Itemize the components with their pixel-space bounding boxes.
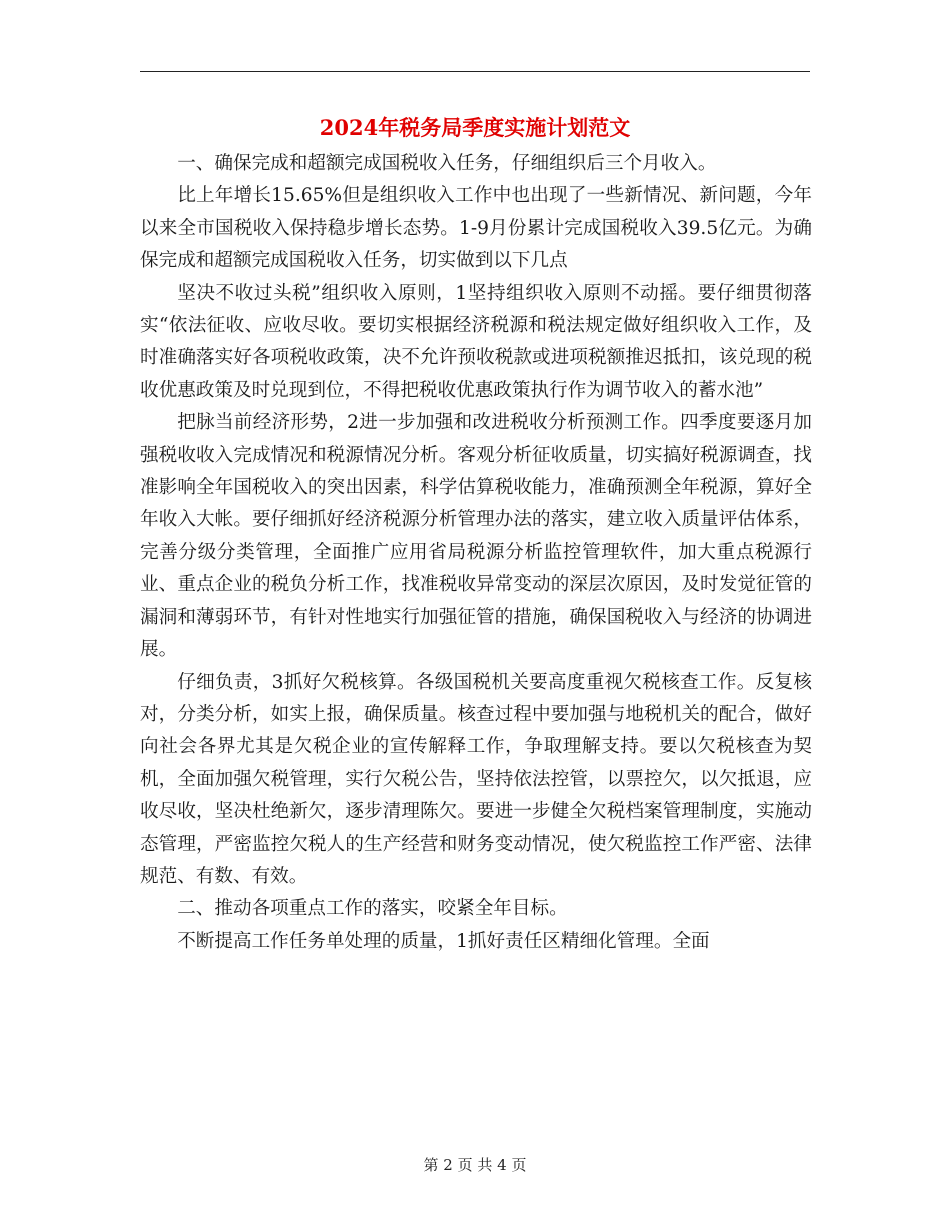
paragraph: 二、推动各项重点工作的落实，咬紧全年目标。 <box>177 898 568 920</box>
header-rule <box>140 71 810 72</box>
paragraph: 仔细负责，3抓好欠税核算。各级国税机关要高度重视欠税核查工作。反复核对，分类分析，如实上报，确保质量。核查过程中要加强与地税机关的配合，做好向社会各界尤其是欠税企业的宣传解释工作，争取理解支持。要以欠税核查为契机，全面加强欠税管理，实行欠税公告，坚持依法控管，以票控欠，以欠抵退，应收尽收，坚决杜绝新欠，逐步清理陈欠。要进一步健全欠税档案管理制度，实施动态管理，严密监控欠税人的生产经营和财务变动情况，使欠税监控工作严密、法律规范、有数、有效。 <box>140 671 812 887</box>
paragraph: 把脉当前经济形势，2进一步加强和改进税收分析预测工作。四季度要逐月加强税收收入完成情况和税源情况分析。客观分析征收质量，切实搞好税源调查，找准影响全年国税收入的突出因素，科学估算税收能力，准确预测全年税源，算好全年收入大帐。要仔细抓好经济税源分析管理办法的落实，建立收入质量评估体系，完善分级分类管理，全面推广应用省局税源分析监控管理软件，加大重点税源行业、重点企业的税负分析工作，找准税收异常变动的深层次原因，及时发觉征管的漏洞和薄弱环节，有针对性地实行加强征管的措施，确保国税收入与经济的协调进展。 <box>140 412 812 661</box>
document-body <box>140 148 812 958</box>
paragraph: 坚决不收过头税”组织收入原则，1坚持组织收入原则不动摇。要仔细贯彻落实“依法征收、应收尽收。要切实根据经济税源和税法规定做好组织收入工作，及时准确落实好各项税收政策，决不允许预收税款或进项税额推迟抵扣，该兑现的税收优惠政策及时兑现到位，不得把税收优惠政策执行作为调节收入的蓄水池” <box>140 282 812 401</box>
paragraph: 不断提高工作任务单处理的质量，1抓好责任区精细化管理。全面 <box>177 930 710 952</box>
paragraph: 比上年增长15.65%但是组织收入工作中也出现了一些新情况、新问题，今年以来全市国税收入保持稳步增长态势。1-9月份累计完成国税收入39.5亿元。为确保完成和超额完成国税收入任务，切实做到以下几点 <box>140 185 812 272</box>
page-number-footer: 第 2 页 共 4 页 <box>423 1156 527 1174</box>
paragraph: 一、确保完成和超额完成国税收入任务，仔细组织后三个月收入。 <box>177 153 717 174</box>
document-title: 2024年税务局季度实施计划范文 <box>319 115 631 140</box>
